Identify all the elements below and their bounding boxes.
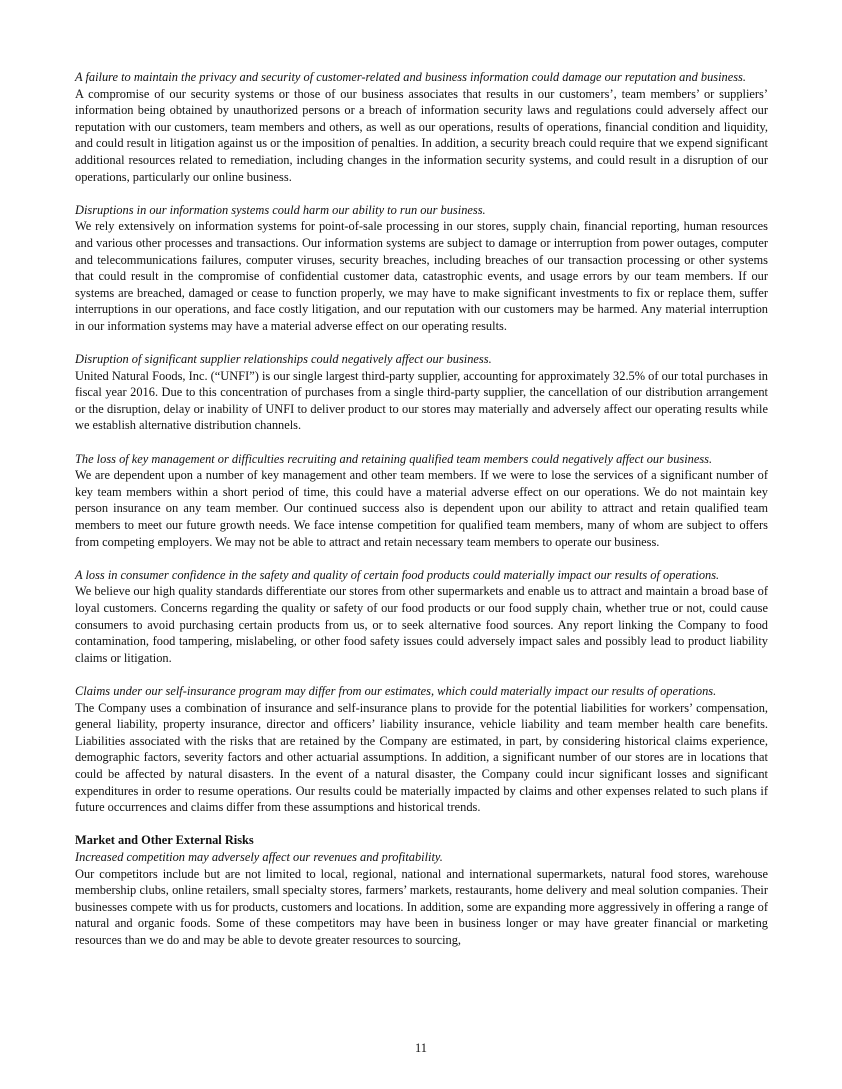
risk-paragraph: United Natural Foods, Inc. (“UNFI”) is our single largest third-party supplier, accounting for approximately 32.5% of our total purchases in fiscal year 2016. Due to this concentration of purchases from a single third-party supplier, the cancellation of our distribution arrangement or the disruption, delay or inability of UNFI to deliver product to our stores may materially and adversely affect our operating results while we establish alternative distribution channels. (75, 368, 768, 433)
document-page (75, 69, 768, 965)
risk-section-information-systems (75, 202, 768, 335)
risk-heading: Increased competition may adversely affect our revenues and profitability. (75, 849, 443, 864)
page-number: 11 (415, 1041, 427, 1055)
risk-section-food-safety (75, 567, 768, 667)
risk-heading: A loss in consumer confidence in the safety and quality of certain food products could materially impact our results of operations. (75, 567, 720, 582)
risk-heading: Disruption of significant supplier relationships could negatively affect our business. (75, 352, 492, 367)
risk-paragraph: We rely extensively on information systems for point-of-sale processing in our stores, supply chain, financial reporting, human resources and various other processes and transactions. Our information systems are subject to damage or interruption from power outages, computer and telecommunications failures, computer viruses, security breaches, including breaches of our transaction processing or other systems that could result in the compromise of confidential customer data, catastrophic events, and usage errors by our team members. If our systems are breached, damaged or cease to function properly, we may have to make significant investments to fix or replace them, suffer interruptions in our operations, and face costly litigation, and our reputation with our customers may be harmed. Any material interruption in our information systems may have a material adverse effect on our operating results. (75, 219, 768, 333)
risk-paragraph: We are dependent upon a number of key management and other team members. If we were to lose the services of a significant number of key team members within a short period of time, this could have a material adverse effect on our operations. We do not maintain key person insurance on any team member. Our continued success also is dependent upon our ability to attract and retain qualified team members to meet our future growth needs. We face intense competition for qualified team members, many of whom are subject to offers from competing employers. We may not be able to attract and retain necessary team members to operate our business. (75, 468, 768, 549)
risk-paragraph: We believe our high quality standards differentiate our stores from other supermarkets and enable us to attract and maintain a broad base of loyal customers. Concerns regarding the quality or safety of our food products or our food supply chain, whether true or not, could cause consumers to avoid purchasing certain products from us, or to seek alternative food sources. Any report linking the Company to food contamination, food tampering, mislabeling, or other food safety issues could adversely impact sales and possibly lead to product liability claims or litigation. (75, 584, 768, 665)
risk-section-supplier (75, 351, 768, 434)
section-title: Market and Other External Risks (75, 833, 254, 848)
risk-section-self-insurance (75, 683, 768, 816)
risk-heading: A failure to maintain the privacy and security of customer-related and business information could damage our reputation and business. (75, 70, 746, 84)
risk-heading: The loss of key management or difficulties recruiting and retaining qualified team members could negatively affect our business. (75, 451, 713, 466)
risk-paragraph: Our competitors include but are not limited to local, regional, national and international supermarkets, natural food stores, warehouse membership clubs, online retailers, small specialty stores, farmers’ markets, restaurants, home delivery and meal solution companies. Their businesses compete with us for products, customers and locations. In addition, some are expanding more aggressively in offering a range of natural and organic foods. Some of these competitors may have been in business longer or may have greater financial or marketing resources than we do and may be able to devote greater resources to sourcing, (75, 866, 768, 947)
risk-paragraph: A compromise of our security systems or those of our business associates that results in our customers’, team members’ or suppliers’ information being obtained by unauthorized persons or a breach of information security laws and regulations could adversely affect our reputation with our customers, team members and others, as well as our operations, results of operations, financial condition and liquidity, and could result in litigation against us or the imposition of penalties. In addition, a security breach could require that we expend significant additional resources related to remediation, including changes in the information security systems, and could result in a disruption of our operations, particularly our online business. (75, 86, 769, 184)
market-risks-section (75, 832, 768, 948)
risk-paragraph: The Company uses a combination of insurance and self-insurance plans to provide for the potential liabilities for workers’ compensation, general liability, property insurance, director and officers’ liability insurance, vehicle liability and team member health care benefits. Liabilities associated with the risks that are retained by the Company are estimated, in part, by considering historical claims experience, demographic factors, severity factors and other actuarial assumptions. In addition, a significant number of our stores are in locations that could be affected by natural disasters. In the event of a natural disaster, the Company could incur significant losses and significant expenditures in order to resume operations. Our results could be materially impacted by claims and other expenses related to such plans if future occurrences and claims differ from these assumptions and historical trends. (75, 700, 768, 815)
risk-heading: Disruptions in our information systems could harm our ability to run our business. (75, 202, 486, 217)
risk-section-key-management (75, 451, 768, 551)
risk-section-privacy-security (75, 69, 768, 185)
risk-heading: Claims under our self-insurance program may differ from our estimates, which could materially impact our results of operations. (75, 683, 717, 698)
